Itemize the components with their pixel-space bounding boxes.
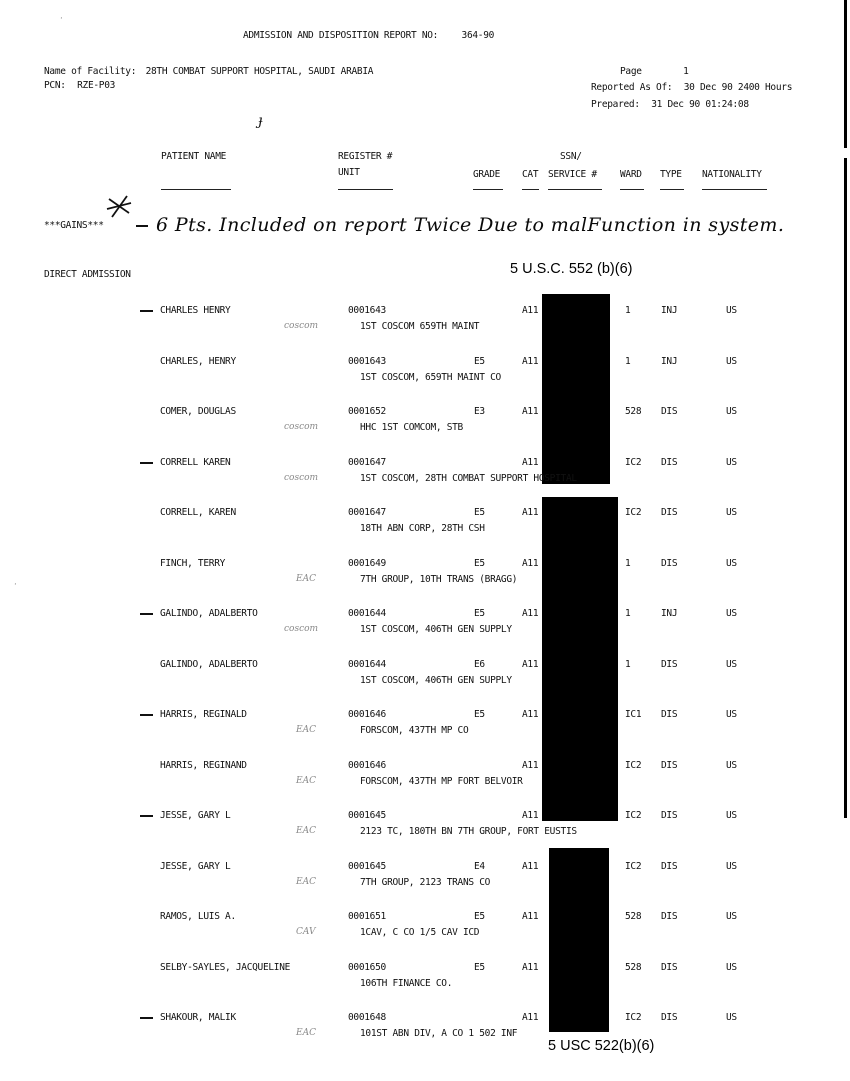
patient-name: SHAKOUR, MALIK — [160, 1012, 236, 1023]
header-underline — [473, 189, 503, 190]
type-value: DIS — [661, 558, 678, 569]
table-row — [0, 659, 850, 699]
duplicate-marker-dash-icon — [140, 815, 153, 817]
report-title-text: ADMISSION AND DISPOSITION REPORT NO: — [243, 30, 439, 41]
table-row — [0, 1012, 850, 1052]
ward-value: IC1 — [625, 709, 642, 720]
ward-value: 1 — [625, 356, 631, 367]
nationality-value: US — [726, 760, 737, 771]
grade-value: E5 — [474, 356, 485, 367]
cat-value: A11 — [522, 608, 539, 619]
header-underline — [548, 189, 602, 190]
unit-name: 1ST COSCOM 659TH MAINT — [360, 321, 480, 332]
grade-value: E5 — [474, 962, 485, 973]
header-underline — [338, 189, 393, 190]
register-number: 0001644 — [348, 608, 386, 619]
patient-name: JESSE, GARY L — [160, 861, 231, 872]
report-number: 364-90 — [461, 30, 495, 41]
faint-margin-note: coscom — [284, 624, 319, 634]
register-number: 0001648 — [348, 1012, 386, 1023]
col-header-type: TYPE — [660, 169, 682, 180]
cat-value: A11 — [522, 760, 539, 771]
type-value: DIS — [661, 709, 678, 720]
type-value: DIS — [661, 507, 678, 518]
grade-value: E3 — [474, 406, 485, 417]
faint-margin-note: EAC — [296, 826, 316, 836]
register-number: 0001646 — [348, 760, 386, 771]
patient-name: COMER, DOUGLAS — [160, 406, 236, 417]
ward-value: 1 — [625, 305, 631, 316]
register-number: 0001647 — [348, 457, 386, 468]
ward-value: 528 — [625, 406, 642, 417]
cat-value: A11 — [522, 1012, 539, 1023]
gains-handwritten-note — [136, 214, 784, 236]
grade-value: E5 — [474, 911, 485, 922]
unit-name: 2123 TC, 180TH BN 7TH GROUP, FORT EUSTIS — [360, 826, 577, 837]
unit-name: 1ST COSCOM, 28TH COMBAT SUPPORT HOSPITAL — [360, 473, 577, 484]
nationality-value: US — [726, 962, 737, 973]
ward-value: IC2 — [625, 760, 642, 771]
nationality-value: US — [726, 305, 737, 316]
col-header-ssn: SSN/ — [560, 151, 582, 162]
nationality-value: US — [726, 911, 737, 922]
type-value: INJ — [661, 305, 678, 316]
table-row — [0, 356, 850, 396]
note-dash-icon — [136, 225, 148, 227]
facility-line — [44, 66, 373, 77]
table-row — [0, 507, 850, 547]
cat-value: A11 — [522, 406, 539, 417]
ward-value: 1 — [625, 659, 631, 670]
prepared-line — [591, 99, 749, 110]
reported-value: 30 Dec 90 2400 Hours — [683, 82, 793, 93]
cat-value: A11 — [522, 305, 539, 316]
reported-line — [591, 82, 792, 93]
duplicate-marker-dash-icon — [140, 613, 153, 615]
gains-annotation-text: 6 Pts. Included on report Twice Due to malFunction in system. — [156, 214, 785, 236]
col-header-unit: UNIT — [338, 167, 360, 178]
duplicate-marker-dash-icon — [140, 310, 153, 312]
table-row — [0, 962, 850, 1002]
facility-value: 28TH COMBAT SUPPORT HOSPITAL, SAUDI ARABIA — [145, 66, 374, 77]
table-row — [0, 558, 850, 598]
faint-margin-note: EAC — [296, 574, 316, 584]
patient-name: FINCH, TERRY — [160, 558, 226, 569]
section-title: DIRECT ADMISSION — [44, 269, 131, 280]
register-number: 0001643 — [348, 305, 386, 316]
duplicate-marker-dash-icon — [140, 462, 153, 464]
header-underline — [660, 189, 684, 190]
ward-value: IC2 — [625, 457, 642, 468]
unit-name: 7TH GROUP, 2123 TRANS CO — [360, 877, 491, 888]
patient-name: HARRIS, REGINAND — [160, 760, 247, 771]
cat-value: A11 — [522, 861, 539, 872]
type-value: INJ — [661, 608, 678, 619]
foia-exemption-stamp-top: 5 U.S.C. 552 (b)(6) — [510, 261, 633, 277]
faint-margin-note: EAC — [296, 725, 316, 735]
register-number: 0001646 — [348, 709, 386, 720]
register-number: 0001650 — [348, 962, 386, 973]
gains-label: ***GAINS*** — [44, 220, 104, 231]
cat-value: A11 — [522, 507, 539, 518]
stray-speck: · — [60, 14, 63, 24]
unit-name: 1ST COSCOM, 406TH GEN SUPPLY — [360, 675, 512, 686]
faint-margin-note: EAC — [296, 877, 316, 887]
page-number: 1 — [683, 66, 689, 77]
ward-value: IC2 — [625, 810, 642, 821]
patient-name: GALINDO, ADALBERTO — [160, 659, 258, 670]
nationality-value: US — [726, 356, 737, 367]
pcn-label: PCN: — [44, 80, 66, 91]
grade-value: E5 — [474, 608, 485, 619]
foia-exemption-stamp-bottom: 5 USC 522(b)(6) — [548, 1038, 655, 1054]
nationality-value: US — [726, 861, 737, 872]
duplicate-marker-dash-icon — [140, 1017, 153, 1019]
ward-value: 1 — [625, 608, 631, 619]
grade-value: E5 — [474, 507, 485, 518]
type-value: DIS — [661, 861, 678, 872]
prepared-value: 31 Dec 90 01:24:08 — [651, 99, 749, 110]
nationality-value: US — [726, 810, 737, 821]
unit-name: 18TH ABN CORP, 28TH CSH — [360, 523, 485, 534]
nationality-value: US — [726, 608, 737, 619]
unit-name: HHC 1ST COMCOM, STB — [360, 422, 463, 433]
unit-name: 7TH GROUP, 10TH TRANS (BRAGG) — [360, 574, 518, 585]
unit-name: 106TH FINANCE CO. — [360, 978, 453, 989]
asterisk-mark-icon — [106, 193, 132, 219]
register-number: 0001645 — [348, 861, 386, 872]
faint-margin-note: coscom — [284, 422, 319, 432]
page-label: Page — [620, 66, 642, 77]
faint-margin-note: coscom — [284, 473, 319, 483]
nationality-value: US — [726, 507, 737, 518]
grade-value: E6 — [474, 659, 485, 670]
unit-name: 1ST COSCOM, 659TH MAINT CO — [360, 372, 501, 383]
unit-name: FORSCOM, 437TH MP FORT BELVOIR — [360, 776, 523, 787]
col-header-nationality: NATIONALITY — [702, 169, 762, 180]
nationality-value: US — [726, 1012, 737, 1023]
table-row — [0, 608, 850, 648]
register-number: 0001643 — [348, 356, 386, 367]
ward-value: IC2 — [625, 1012, 642, 1023]
table-row — [0, 861, 850, 901]
type-value: DIS — [661, 911, 678, 922]
unit-name: FORSCOM, 437TH MP CO — [360, 725, 469, 736]
faint-margin-note: EAC — [296, 776, 316, 786]
col-header-ward: WARD — [620, 169, 642, 180]
ward-value: IC2 — [625, 861, 642, 872]
register-number: 0001645 — [348, 810, 386, 821]
nationality-value: US — [726, 709, 737, 720]
patient-name: CHARLES, HENRY — [160, 356, 236, 367]
unit-name: 1ST COSCOM, 406TH GEN SUPPLY — [360, 624, 512, 635]
header-underline — [161, 189, 231, 190]
ward-value: 528 — [625, 962, 642, 973]
header-underline — [522, 189, 539, 190]
nationality-value: US — [726, 558, 737, 569]
reported-label: Reported As Of: — [591, 82, 673, 93]
facility-label: Name of Facility: — [44, 66, 137, 77]
pcn-value: RZE-P03 — [77, 80, 116, 91]
register-number: 0001649 — [348, 558, 386, 569]
stray-speck: · — [14, 580, 17, 590]
faint-margin-note: coscom — [284, 321, 319, 331]
prepared-label: Prepared: — [591, 99, 640, 110]
cat-value: A11 — [522, 659, 539, 670]
table-row — [0, 810, 850, 850]
patient-name: CORRELL KAREN — [160, 457, 231, 468]
patient-name: CORRELL, KAREN — [160, 507, 236, 518]
register-number: 0001651 — [348, 911, 386, 922]
register-number: 0001652 — [348, 406, 386, 417]
scan-edge-mark-top — [844, 0, 847, 148]
col-header-cat: CAT — [522, 169, 539, 180]
table-row — [0, 760, 850, 800]
register-number: 0001647 — [348, 507, 386, 518]
cat-value: A11 — [522, 356, 539, 367]
type-value: DIS — [661, 962, 678, 973]
type-value: DIS — [661, 810, 678, 821]
ward-value: IC2 — [625, 507, 642, 518]
nationality-value: US — [726, 406, 737, 417]
type-value: DIS — [661, 1012, 678, 1023]
patient-name: RAMOS, LUIS A. — [160, 911, 236, 922]
cat-value: A11 — [522, 810, 539, 821]
table-row — [0, 709, 850, 749]
cat-value: A11 — [522, 558, 539, 569]
cat-value: A11 — [522, 709, 539, 720]
table-row — [0, 406, 850, 446]
table-row — [0, 305, 850, 345]
table-row — [0, 911, 850, 951]
faint-margin-note: CAV — [296, 927, 316, 937]
patient-name: GALINDO, ADALBERTO — [160, 608, 258, 619]
grade-value: E5 — [474, 709, 485, 720]
cat-value: A11 — [522, 457, 539, 468]
page-line — [620, 66, 689, 77]
unit-name: 101ST ABN DIV, A CO 1 502 INF — [360, 1028, 518, 1039]
type-value: DIS — [661, 659, 678, 670]
pcn-line — [44, 80, 115, 91]
faint-margin-note: EAC — [296, 1028, 316, 1038]
ward-value: 528 — [625, 911, 642, 922]
type-value: DIS — [661, 457, 678, 468]
type-value: DIS — [661, 760, 678, 771]
col-header-patient-name: PATIENT NAME — [161, 151, 227, 162]
stray-pen-mark: ɟ — [258, 113, 263, 129]
patient-name: CHARLES HENRY — [160, 305, 231, 316]
duplicate-marker-dash-icon — [140, 714, 153, 716]
grade-value: E5 — [474, 558, 485, 569]
type-value: DIS — [661, 406, 678, 417]
patient-name: JESSE, GARY L — [160, 810, 231, 821]
col-header-service: SERVICE # — [548, 169, 597, 180]
patient-name: SELBY-SAYLES, JACQUELINE — [160, 962, 291, 973]
report-title — [243, 30, 494, 41]
col-header-register: REGISTER # — [338, 151, 393, 162]
cat-value: A11 — [522, 962, 539, 973]
ward-value: 1 — [625, 558, 631, 569]
header-underline — [702, 189, 767, 190]
table-row — [0, 457, 850, 497]
cat-value: A11 — [522, 911, 539, 922]
register-number: 0001644 — [348, 659, 386, 670]
patient-name: HARRIS, REGINALD — [160, 709, 247, 720]
nationality-value: US — [726, 659, 737, 670]
nationality-value: US — [726, 457, 737, 468]
unit-name: 1CAV, C CO 1/5 CAV ICD — [360, 927, 480, 938]
col-header-grade: GRADE — [473, 169, 501, 180]
type-value: INJ — [661, 356, 678, 367]
grade-value: E4 — [474, 861, 485, 872]
header-underline — [620, 189, 644, 190]
